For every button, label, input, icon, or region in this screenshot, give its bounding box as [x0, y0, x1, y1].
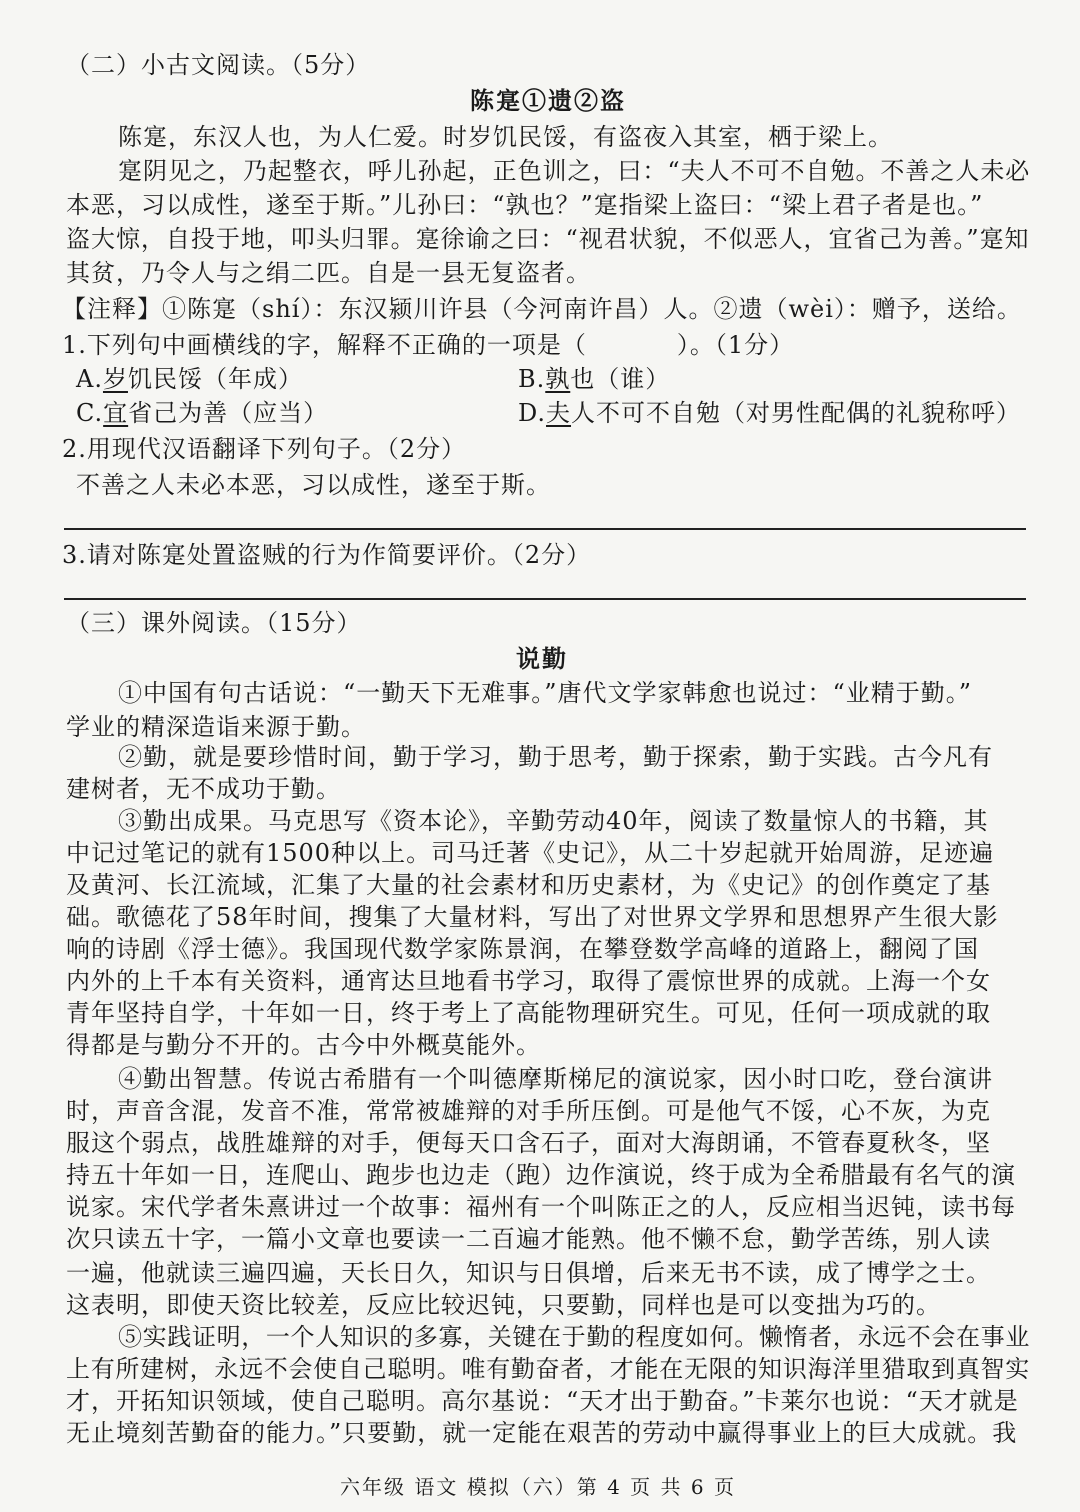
question-1-stem: 1.下列句中画横线的字，解释不正确的一项是（	[62, 331, 587, 359]
article-line: 上有所建树，永远不会使自己聪明。唯有勤奋者，才能在无限的知识海洋里猎取到真智实	[66, 1355, 1030, 1383]
article-line: 才，开拓知识领域，使自己聪明。高尔基说：“天才出于勤奋。”卡莱尔也说：“天才就是	[66, 1387, 1019, 1415]
article-line: ②勤，就是要珍惜时间，勤于学习，勤于思考，勤于探索，勤于实践。古今凡有	[118, 743, 993, 771]
article-line: ④勤出智慧。传说古希腊有一个叫德摩斯梯尼的演说家，因小时口吃，登台演讲	[118, 1065, 993, 1093]
article-line: 中记过笔记的就有1500种以上。司马迁著《史记》，从二十岁起就开始周游，足迹遍	[66, 839, 995, 867]
question-2: 2.用现代汉语翻译下列句子。（2分）	[62, 435, 467, 463]
section2-title: 陈寔①遗②盗	[470, 86, 626, 115]
option-a-underlined-char: 岁	[102, 365, 128, 393]
section2-paragraph-line: 其贫，乃令人与之绢二匹。自是一县无复盗者。	[66, 259, 591, 287]
section2-heading: （二）小古文阅读。（5分）	[66, 51, 371, 79]
article-line: 这表明，即使天资比较差，反应比较迟钝，只要勤，同样也是可以变拙为巧的。	[66, 1291, 941, 1319]
article-line: 得都是与勤分不开的。古今中外概莫能外。	[66, 1031, 541, 1059]
article-line: 青年坚持自学，十年如一日，终于考上了高能物理研究生。可见，任何一项成就的取	[66, 999, 991, 1027]
article-line: 无止境刻苦勤奋的能力。”只要勤，就一定能在艰苦的劳动中赢得事业上的巨大成就。我	[66, 1419, 1018, 1447]
article-line: ①中国有句古话说：“一勤天下无难事。”唐代文学家韩愈也说过：“业精于勤。”	[118, 679, 973, 707]
answer-line[interactable]	[64, 528, 1026, 530]
article-line: 服这个弱点，战胜雄辩的对手，便每天口含石子，面对大海朗诵，不管春夏秋冬，坚	[66, 1129, 991, 1157]
article-line: 建树者，无不成功于勤。	[66, 775, 341, 803]
article-line: 一遍，他就读三遍四遍，天长日久，知识与日俱增，后来无书不读，成了博学之士。	[66, 1259, 991, 1287]
article-line: 及黄河、长江流域，汇集了大量的社会素材和历史素材，为《史记》的创作奠定了基	[66, 871, 991, 899]
article-line: 础。歌德花了58年时间，搜集了大量材料，写出了对世界文学界和思想界产生很大影	[66, 903, 999, 931]
option-a: A.岁饥民馁（年成）	[76, 365, 303, 393]
article-line: 说家。宋代学者朱熹讲过一个故事：福州有一个叫陈正之的人，反应相当迟钝，读书每	[66, 1193, 1016, 1221]
section3-heading: （三）课外阅读。（15分）	[66, 609, 362, 637]
article-line: 时，声音含混，发音不准，常常被雄辩的对手所压倒。可是他气不馁，心不灰，为克	[66, 1097, 991, 1125]
article-line: 响的诗剧《浮士德》。我国现代数学家陈景润，在攀登数学高峰的道路上，翻阅了国	[66, 935, 979, 963]
option-d-underlined-char: 夫	[546, 399, 572, 427]
article-line: 次只读五十字，一篇小文章也要读一二百遍才能熟。他不懒不怠，勤学苦练，别人读	[66, 1225, 991, 1253]
page-footer: 六年级 语文 模拟（六）第 4 页 共 6 页	[340, 1475, 736, 1499]
article-line: ⑤实践证明，一个人知识的多寡，关键在于勤的程度如何。懒惰者，永远不会在事业	[118, 1323, 1030, 1351]
article-line: 学业的精深造诣来源于勤。	[66, 713, 366, 741]
section2-paragraph-line: 寔阴见之，乃起整衣，呼儿孙起，正色训之，曰：“夫人不可不自勉。不善之人未必	[118, 157, 1031, 185]
question-1	[62, 328, 794, 362]
question-2-sentence: 不善之人未必本恶，习以成性，遂至于斯。	[76, 471, 551, 499]
question-1-score: ）。（1分）	[676, 331, 795, 359]
section3-title: 说勤	[516, 644, 568, 673]
option-b: B.孰也（谁）	[518, 365, 671, 393]
option-b-underlined-char: 孰	[545, 365, 571, 393]
option-c-underlined-char: 宜	[103, 399, 129, 427]
answer-line[interactable]	[64, 598, 1026, 600]
section2-paragraph-line: 本恶，习以成性，遂至于斯。”儿孙曰：“孰也？”寔指梁上盗曰：“梁上君子者是也。”	[66, 191, 984, 219]
question-3: 3.请对陈寔处置盗贼的行为作简要评价。（2分）	[62, 541, 592, 569]
section2-paragraph-line: 陈寔，东汉人也，为人仁爱。时岁饥民馁，有盗夜入其室，栖于梁上。	[118, 123, 893, 151]
option-c: C.宜省己为善（应当）	[76, 399, 329, 427]
section2-paragraph-line: 盗大惊，自投于地，叩头归罪。寔徐谕之曰：“视君状貌，不似恶人，宜省己为善。”寔知	[66, 225, 1030, 253]
option-d: D.夫人不可不自勉（对男性配偶的礼貌称呼）	[518, 399, 1022, 427]
article-line: 持五十年如一日，连爬山、跑步也边走（跑）边作演说，终于成为全希腊最有名气的演	[66, 1161, 1016, 1189]
article-line: ③勤出成果。马克思写《资本论》，辛勤劳动40年，阅读了数量惊人的书籍，其	[118, 807, 989, 835]
annotation-note: 【注释】①陈寔（shí）：东汉颍川许县（今河南许昌）人。②遗（wèi）：赠予，送给。	[62, 295, 1022, 323]
article-line: 内外的上千本有关资料，通宵达旦地看书学习，取得了震惊世界的成就。上海一个女	[66, 967, 991, 995]
